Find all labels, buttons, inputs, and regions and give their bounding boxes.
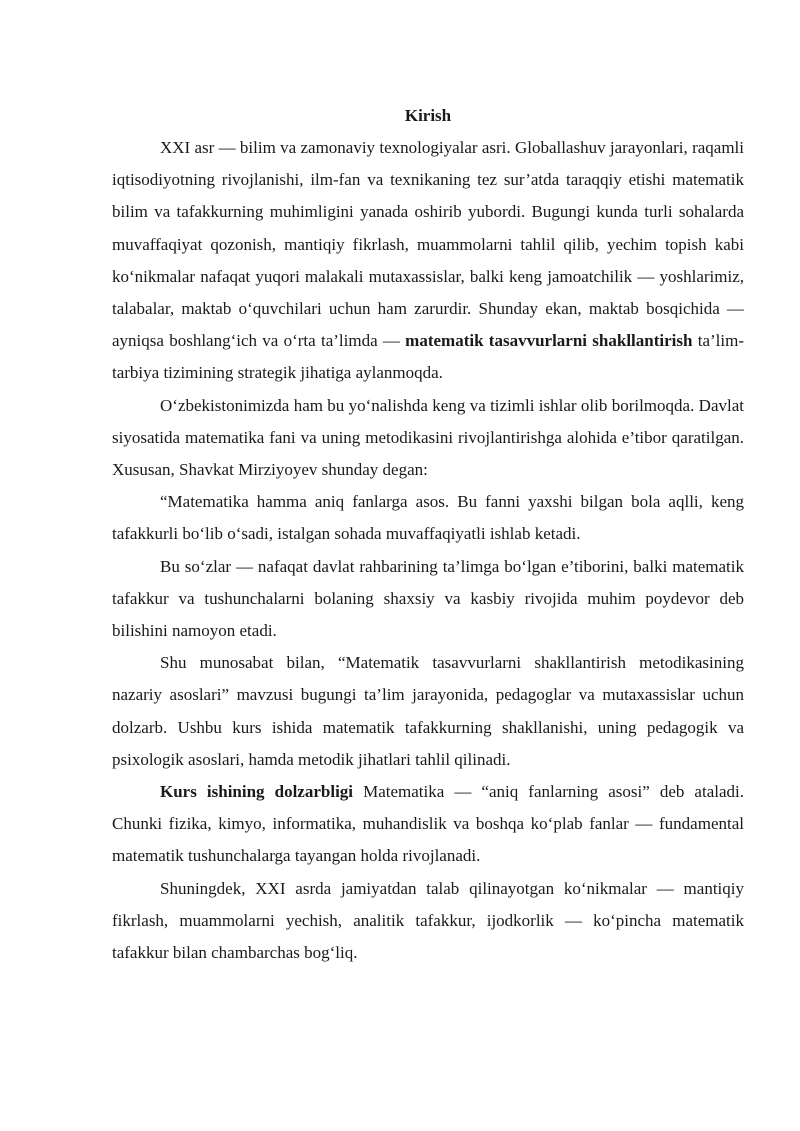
paragraph-text: Shuningdek, XXI asrda jamiyatdan talab qilinayotgan ko‘nikmalar — mantiqiy fikrlash, muammolarni yechish, analitik tafakkur, ijodkorlik — ko‘pincha matematik tafakkur bilan chambarchas bog‘liq. bbox=[112, 878, 744, 963]
paragraph-text: “Matematika hamma aniq fanlarga asos. Bu fanni yaxshi bilgan bola aqlli, keng tafakkurli bo‘lib o‘sadi, istalgan sohada muvaffaqiyatli ishlab ketadi. bbox=[112, 492, 744, 544]
paragraph-text: XXI asr — bilim va zamonaviy texnologiyalar asri. Globallashuv jarayonlari, raqamli iqtisodiyotning rivojlanishi, ilm-fan va texnikaning tez sur’atda taraqqiy etishi matematik bilim va tafakkurning muhimligini yanada oshirib yubordi. Bugungi kunda turli sohalarda muvaffaqiyat qozonish, mantiqiy fikrlash, muammolarni tahlil qilib, yechim topish kabi ko‘nikmalar nafaqat yuqori malakali mutaxassislar, balki keng jamoatchilik — yoshlarimiz, talabalar, maktab o‘quvchilari uchun ham zarurdir. Shunday ekan, maktab bosqichida — ayniqsa boshlang‘ich va o‘rta ta’limda — bbox=[112, 138, 744, 351]
paragraph-text: Matematika — “aniq fanlarning asosi” deb ataladi. Chunki fizika, kimyo, informatika, muhandislik va boshqa ko‘plab fanlar — fundamental matematik tushunchalarga tayangan holda rivojlanadi. bbox=[112, 782, 744, 866]
paragraph-skills bbox=[112, 873, 744, 970]
paragraph-text: O‘zbekistonimizda ham bu yo‘nalishda keng va tizimli ishlar olib borilmoqda. Davlat siyosatida matematika fani va uning metodikasini rivojlantirishga alohida e’tibor qaratilgan. Xususan, Shavkat Mirziyoyev shunday degan: bbox=[112, 395, 744, 480]
bold-term: Kurs ishining dolzarbligi bbox=[160, 782, 354, 802]
bold-term: matematik tasavvurlarni shakllantirish bbox=[405, 331, 693, 351]
page-title: Kirish bbox=[404, 106, 452, 125]
paragraph-text: ta’lim-tarbiya tizimining strategik jihatiga aylanmoqda. bbox=[112, 331, 745, 383]
paragraph-quote bbox=[112, 486, 744, 550]
paragraph-text: Shu munosabat bilan, “Matematik tasavvurlarni shakllantirish metodikasining nazariy asoslari” mavzusi bugungi ta’lim jarayonida, pedagoglar va mutaxassislar uchun dolzarb. Ushbu kurs ishida matematik tafakkurning shakllanishi, uning pedagogik va psixologik asoslari, hamda metodik jihatlari tahlil qilinadi. bbox=[112, 653, 744, 769]
paragraph-intro bbox=[112, 132, 744, 390]
paragraph-uzbekistan bbox=[112, 390, 744, 487]
paragraph-text: Bu so‘zlar — nafaqat davlat rahbarining ta’limga bo‘lgan e’tiborini, balki matematik tafakkur va tushunchalarni bolaning shaxsiy va kasbiy rivojida muhim poydevor deb bilishini namoyon etadi. bbox=[112, 556, 744, 641]
paragraph-topic bbox=[112, 647, 744, 776]
paragraph-relevance bbox=[112, 776, 744, 873]
paragraph-words bbox=[112, 551, 744, 648]
